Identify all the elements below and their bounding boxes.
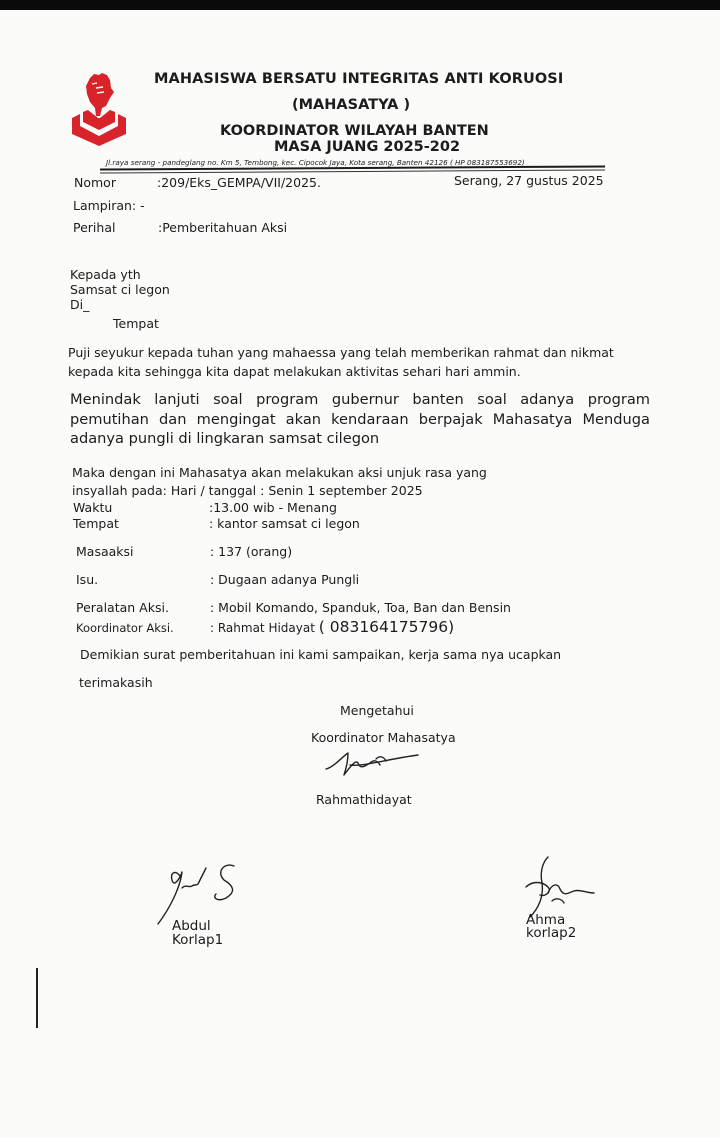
announcement-line1: Maka dengan ini Mahasatya akan melakukan aksi unjuk rasa yang <box>72 465 487 480</box>
korlap2-title: korlap2 <box>526 925 577 941</box>
nomor-value: :209/Eks_GEMPA/VII/2025. <box>157 175 321 190</box>
organization-logo <box>66 72 132 152</box>
koordinator-phone: ( 083164175796) <box>318 618 455 636</box>
paper-edge-mark <box>36 968 38 1028</box>
korlap2-name: Ahma <box>526 912 566 928</box>
org-abbreviation: (MAHASATYA ) <box>292 97 411 113</box>
recipient-di: Di_ <box>70 297 90 312</box>
org-address: Jl.raya serang - pandeglang no. Km 5, Tembong, kec. Cipocok Jaya, Kota serang, Banten 42126 ( HP 083187553692) <box>106 158 525 167</box>
announcement-line2: insyallah pada: Hari / tanggal : Senin 1 september 2025 <box>72 483 423 498</box>
coordinator-name: Rahmathidayat <box>316 792 412 807</box>
acknowledged-label: Mengetahui <box>340 703 414 718</box>
peralatan-label: Peralatan Aksi. <box>76 600 169 615</box>
closing-line1: Demikian surat pemberitahuan ini kami sampaikan, kerja sama nya ucapkan <box>80 647 562 662</box>
closing-line2: terimakasih <box>79 675 153 690</box>
recipient-greeting: Kepada yth <box>70 267 141 282</box>
koordinator-label: Koordinator Aksi. <box>76 621 174 635</box>
coordinator-title: Koordinator Mahasatya <box>311 730 456 745</box>
org-name: MAHASISWA BERSATU INTEGRITAS ANTI KORUOSI <box>154 71 564 87</box>
opening-paragraph: Puji seyukur kepada tuhan yang mahaessa yang telah memberikan rahmat dan nikmat kepada kita sehingga kita dapat melakukan aktivitas sehari hari ammin. <box>68 345 614 379</box>
waktu-value: :13.00 wib - Menang <box>209 500 337 515</box>
place-date: Serang, 27 gustus 2025 <box>454 173 604 188</box>
waktu-label: Waktu <box>73 500 113 515</box>
koordinator-name: : Rahmat Hidayat <box>210 621 319 635</box>
koordinator-value <box>210 617 454 636</box>
background-paragraph: Menindak lanjuti soal program gubernur banten soal adanya program pemutihan dan mengingat akan kendaraan berpajak Mahasatya Menduga adanya pungli di lingkaran samsat cilegon <box>70 391 650 447</box>
masaaksi-value: : 137 (orang) <box>210 544 293 559</box>
region-title: KOORDINATOR WILAYAH BANTEN <box>220 123 489 139</box>
korlap1-name: Abdul <box>172 918 211 934</box>
lampiran-label: Lampiran: - <box>73 198 145 213</box>
coordinator-signature <box>318 745 428 785</box>
nomor-label: Nomor <box>74 175 116 190</box>
korlap1-title: Korlap1 <box>172 932 224 948</box>
tempat-label: Tempat <box>73 516 119 531</box>
isu-label: Isu. <box>76 572 99 587</box>
top-edge-bar <box>0 0 720 10</box>
masaaksi-label: Masaaksi <box>76 544 134 559</box>
tempat-value: : kantor samsat ci legon <box>209 516 360 531</box>
perihal-value: :Pemberitahuan Aksi <box>158 220 288 235</box>
recipient-name: Samsat ci legon <box>70 282 170 297</box>
peralatan-value: : Mobil Komando, Spanduk, Toa, Ban dan Bensin <box>210 600 511 615</box>
isu-value: : Dugaan adanya Pungli <box>210 572 360 587</box>
recipient-place: Tempat <box>113 316 159 331</box>
perihal-label: Perihal <box>73 220 116 235</box>
period-title: MASA JUANG 2025-202 <box>274 139 461 155</box>
